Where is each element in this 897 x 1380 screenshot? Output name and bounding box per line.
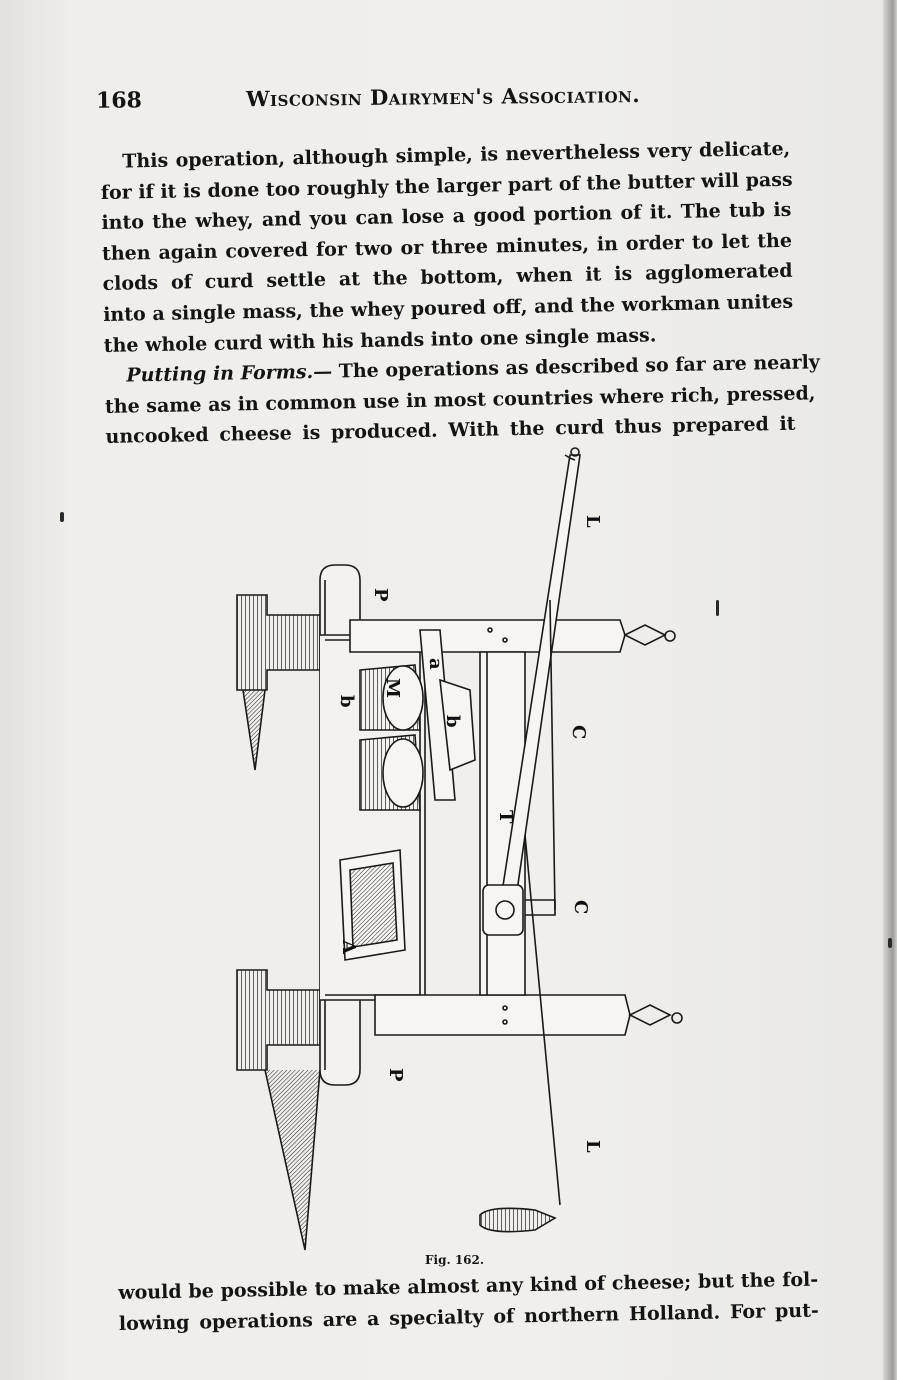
section-heading: Putting in Forms.— bbox=[126, 360, 333, 387]
section-text: The operations as described so far are nearly bbox=[331, 351, 821, 383]
paragraph-top bbox=[100, 134, 821, 453]
text-line: then again covered for two or three minutes, in order to let the bbox=[101, 229, 793, 265]
text-line: for if it is done too roughly the larger part of the butter will pass bbox=[100, 168, 793, 204]
upright-post-top bbox=[350, 620, 625, 652]
label-a: a bbox=[425, 658, 446, 670]
text-line: This operation, although simple, is nevertheless very delicate, bbox=[122, 137, 791, 173]
label-b2: b bbox=[442, 715, 463, 728]
label-t: T bbox=[495, 810, 516, 824]
page-edge bbox=[883, 0, 897, 1380]
running-head: Wisconsin Dairymen's Association. bbox=[245, 82, 641, 112]
text-line: into a single mass, the whey poured off, and the workman unites bbox=[103, 290, 794, 326]
text-line: clods of curd settle at the bottom, when it is agglomerated bbox=[102, 260, 793, 296]
page-number: 168 bbox=[95, 87, 143, 114]
label-p-top: P bbox=[370, 588, 391, 602]
text-line: lowing operations are a specialty of northern Holland. For put- bbox=[118, 1299, 819, 1335]
upright-post-bottom bbox=[375, 995, 630, 1035]
text-line: into the whey, and you can lose a good portion of it. The tub is bbox=[101, 198, 792, 235]
lever-pivot bbox=[483, 885, 523, 935]
text-line: the same as in common use in most countries where rich, pressed, bbox=[104, 382, 816, 418]
text-line: would be possible to make almost any kind of cheese; but the fol- bbox=[118, 1268, 819, 1304]
figure-caption: Fig. 162. bbox=[425, 1253, 485, 1267]
label-tray-a: A bbox=[338, 940, 359, 954]
label-l-bottom: L bbox=[582, 1140, 603, 1153]
weight bbox=[480, 1208, 555, 1231]
label-p-bottom: P bbox=[385, 1068, 406, 1082]
ink-mark bbox=[716, 600, 719, 616]
label-b1: b bbox=[336, 695, 357, 708]
cheese-press-illustration bbox=[225, 440, 695, 1270]
ink-mark bbox=[888, 938, 892, 948]
label-m: M bbox=[382, 678, 403, 698]
press-foot-bottom bbox=[237, 970, 320, 1070]
ink-mark bbox=[60, 512, 64, 522]
label-c1: C bbox=[568, 725, 589, 740]
text-line: uncooked cheese is produced. With the curd thus prepared it bbox=[105, 413, 796, 449]
label-l-top: L bbox=[582, 515, 603, 528]
cheese-press-figure bbox=[225, 440, 695, 1270]
label-c2: C bbox=[570, 900, 591, 915]
press-foot-top bbox=[237, 595, 320, 690]
text-line: the whole curd with his hands into one single mass. bbox=[103, 323, 657, 357]
